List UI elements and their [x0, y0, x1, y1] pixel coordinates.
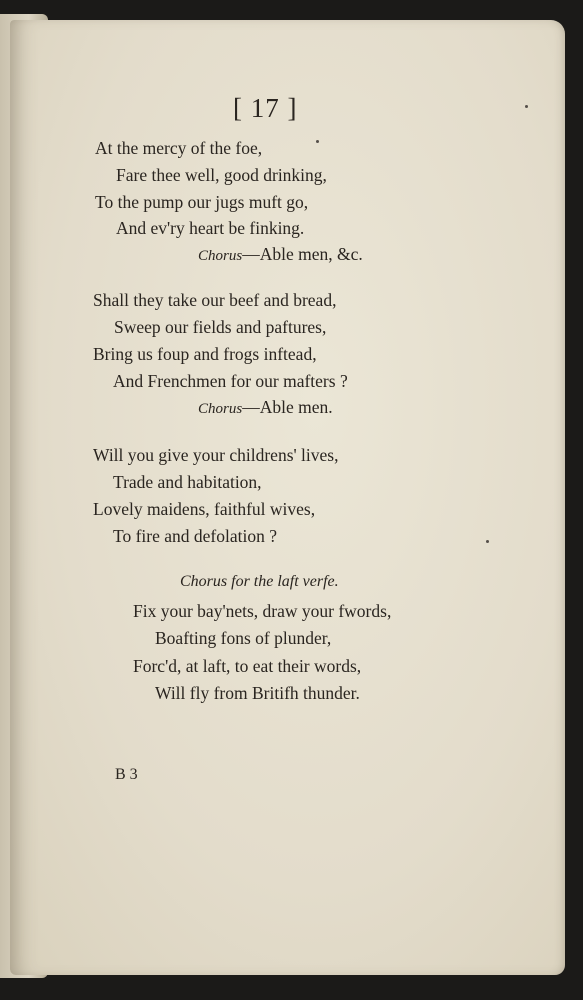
- verse-line: To the pump our jugs muft go,: [95, 192, 309, 212]
- verse-line: To fire and defolation ?: [113, 526, 277, 546]
- verse-line: At the mercy of the foe,: [95, 138, 263, 158]
- verse-line: Lovely maidens, faithful wives,: [93, 499, 316, 519]
- signature-mark: B 3: [115, 766, 138, 783]
- verse-line: Fix your bay'nets, draw your fwords,: [133, 601, 392, 621]
- chorus-heading: Chorus for the laft verfe.: [180, 573, 339, 590]
- chorus-text: —Able men.: [242, 397, 333, 417]
- verse-line: Sweep our fields and paftures,: [114, 317, 327, 337]
- chorus-line: [198, 397, 333, 418]
- verse-line: Will fly from Britifh thunder.: [155, 683, 360, 703]
- paper-speck: [316, 140, 319, 143]
- chorus-label: Chorus: [198, 248, 243, 264]
- book-page: [10, 20, 565, 975]
- verse-line: Forc'd, at laft, to eat their words,: [133, 656, 362, 676]
- page-number-header: [ 17 ]: [233, 93, 298, 123]
- verse-line: Trade and habitation,: [113, 472, 262, 492]
- chorus-line: [198, 244, 363, 265]
- chorus-label: Chorus: [198, 401, 243, 417]
- verse-line: Boafting fons of plunder,: [155, 628, 332, 648]
- paper-speck: [486, 540, 489, 543]
- verse-line: Will you give your childrens' lives,: [93, 445, 339, 465]
- chorus-text: —Able men, &c.: [242, 244, 363, 264]
- verse-line: Bring us foup and frogs inftead,: [93, 344, 317, 364]
- verse-line: And ev'ry heart be finking.: [116, 218, 305, 238]
- paper-speck: [525, 105, 528, 108]
- verse-line: Shall they take our beef and bread,: [93, 290, 337, 310]
- verse-line: And Frenchmen for our mafters ?: [113, 371, 348, 391]
- verse-line: Fare thee well, good drinking,: [116, 165, 327, 185]
